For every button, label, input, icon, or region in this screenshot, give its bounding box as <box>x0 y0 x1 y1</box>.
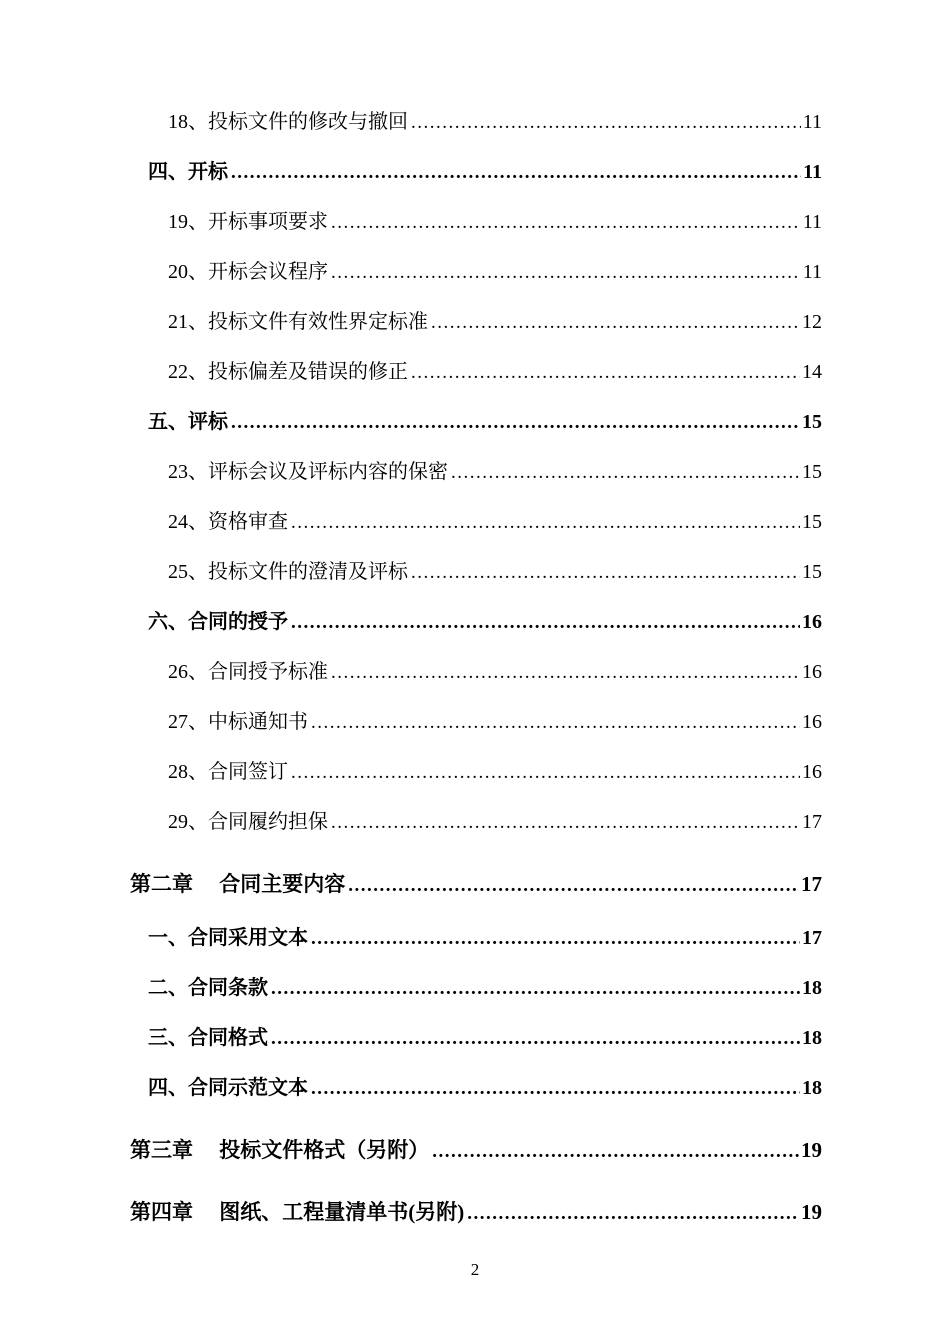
toc-entry-title: 26、合同授予标准 <box>168 661 328 683</box>
toc-entry-title: 四、合同示范文本 <box>148 1077 308 1099</box>
toc-entry[interactable] <box>130 397 822 447</box>
toc-leader-dots <box>271 964 800 1014</box>
toc-entry-title: 24、资格审查 <box>168 511 288 533</box>
toc-entry-page: 16 <box>802 711 822 733</box>
toc-entry-page: 15 <box>802 561 822 583</box>
toc-entry[interactable] <box>130 97 822 147</box>
toc-entry[interactable] <box>130 347 822 397</box>
toc-entry-title: 六、合同的授予 <box>148 611 288 633</box>
toc-entry-title: 27、中标通知书 <box>168 711 308 733</box>
toc-entry-page: 18 <box>802 1077 822 1099</box>
toc-entry-title: 21、投标文件有效性界定标准 <box>168 311 428 333</box>
toc-leader-dots <box>411 548 800 598</box>
toc-entry[interactable] <box>130 797 822 847</box>
toc-entry-page: 19 <box>801 1138 822 1162</box>
toc-entry-title: 28、合同签订 <box>168 761 288 783</box>
toc-leader-dots <box>467 1189 799 1239</box>
toc-leader-dots <box>311 914 800 964</box>
toc-entry-title: 19、开标事项要求 <box>168 211 328 233</box>
toc-entry-page: 12 <box>802 311 822 333</box>
toc-entry-page: 15 <box>802 461 822 483</box>
toc-leader-dots <box>348 861 799 911</box>
toc-entry[interactable] <box>130 963 822 1013</box>
toc-leader-dots <box>291 498 800 548</box>
toc-leader-dots <box>451 448 800 498</box>
toc-entry-title: 23、评标会议及评标内容的保密 <box>168 461 448 483</box>
toc-entry-title: 18、投标文件的修改与撤回 <box>168 111 408 133</box>
toc-leader-dots <box>271 1014 800 1064</box>
toc-entry-page: 16 <box>802 611 822 633</box>
toc-leader-dots <box>291 598 800 648</box>
toc-entry[interactable] <box>130 1125 822 1175</box>
toc-leader-dots <box>411 348 800 398</box>
toc-entry[interactable] <box>130 497 822 547</box>
toc-entry[interactable] <box>130 647 822 697</box>
toc-leader-dots <box>331 798 800 848</box>
toc-entry-page: 18 <box>802 977 822 999</box>
toc-entry-title: 三、合同格式 <box>148 1027 268 1049</box>
toc-leader-dots <box>331 648 800 698</box>
toc-entry[interactable] <box>130 247 822 297</box>
toc-entry-page: 11 <box>802 261 822 283</box>
toc-entry-title: 22、投标偏差及错误的修正 <box>168 361 408 383</box>
toc-leader-dots <box>231 398 800 448</box>
toc-entry-page: 11 <box>803 161 822 183</box>
toc-leader-dots <box>231 148 801 198</box>
toc-entry[interactable] <box>130 147 822 197</box>
toc-entry-title: 五、评标 <box>148 411 228 433</box>
toc-entry-page: 17 <box>802 811 822 833</box>
toc-entry-title: 四、开标 <box>148 161 228 183</box>
toc-entry-title: 二、合同条款 <box>148 977 268 999</box>
toc-entry-page: 17 <box>801 872 822 896</box>
toc-leader-dots <box>331 198 801 248</box>
toc-entry[interactable] <box>130 197 822 247</box>
toc-entry-title: 25、投标文件的澄清及评标 <box>168 561 408 583</box>
toc-entry-page: 18 <box>802 1027 822 1049</box>
toc-entry-page: 16 <box>802 761 822 783</box>
toc-leader-dots <box>291 748 800 798</box>
toc-entry-title: 一、合同采用文本 <box>148 927 308 949</box>
toc-entry-title: 第四章 图纸、工程量清单书(另附) <box>130 1200 465 1224</box>
toc-entry-page: 15 <box>802 511 822 533</box>
toc-entry[interactable] <box>130 1187 822 1237</box>
toc-entry-page: 16 <box>802 661 822 683</box>
toc-entry[interactable] <box>130 447 822 497</box>
toc-leader-dots <box>411 98 801 148</box>
toc-entry[interactable] <box>130 1013 822 1063</box>
page-number: 2 <box>470 1260 480 1279</box>
toc-entry[interactable] <box>130 859 822 909</box>
toc-leader-dots <box>431 298 800 348</box>
toc-entry[interactable] <box>130 1063 822 1113</box>
toc-entry-page: 11 <box>802 211 822 233</box>
toc-leader-dots <box>311 1064 800 1114</box>
toc-entry-page: 19 <box>801 1200 822 1224</box>
toc-leader-dots <box>331 248 801 298</box>
toc-entry-page: 14 <box>802 361 822 383</box>
toc-leader-dots <box>432 1127 799 1177</box>
toc-entry[interactable] <box>130 547 822 597</box>
toc-entry-title: 第三章 投标文件格式（另附） <box>130 1138 430 1162</box>
toc-entry[interactable] <box>130 697 822 747</box>
toc-entry-page: 15 <box>802 411 822 433</box>
toc-entry[interactable] <box>130 747 822 797</box>
toc-entry[interactable] <box>130 297 822 347</box>
toc-entry-title: 第二章 合同主要内容 <box>130 872 346 896</box>
toc-entry[interactable] <box>130 913 822 963</box>
toc-entry-title: 29、合同履约担保 <box>168 811 328 833</box>
toc-entry-page: 11 <box>802 111 822 133</box>
toc-leader-dots <box>311 698 800 748</box>
toc-entry-page: 17 <box>802 927 822 949</box>
toc-entry[interactable] <box>130 597 822 647</box>
toc-entry-title: 20、开标会议程序 <box>168 261 328 283</box>
